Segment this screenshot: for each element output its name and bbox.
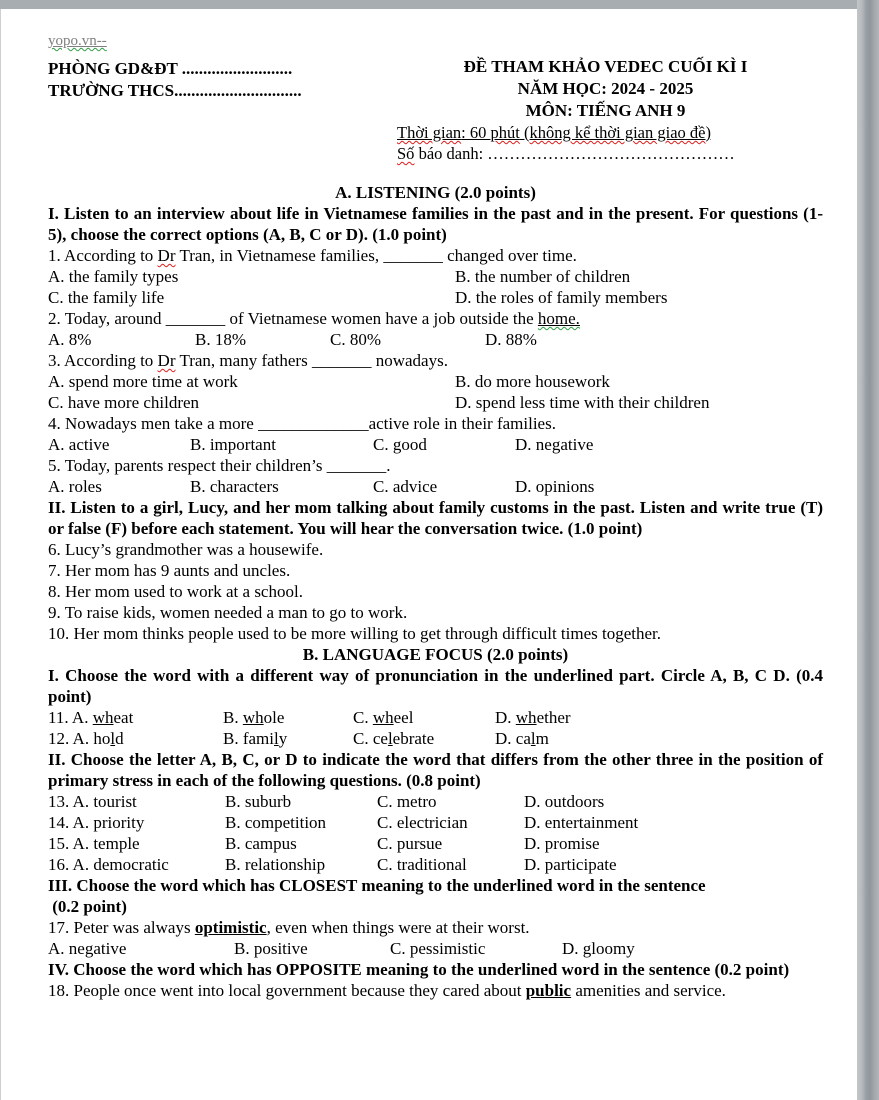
options-row [48,812,823,833]
text-run: 14. A. priority [48,813,145,832]
text-run: D. participate [524,855,617,874]
text-run: 15. A. temple [48,834,140,853]
text-run: D. entertainment [524,813,639,832]
text-run: 3. According to [48,351,158,370]
question-line [48,413,823,434]
text-run: B. suburb [225,792,292,811]
option-cell [377,812,524,833]
text-run: 7. Her mom has 9 aunts and uncles. [48,561,291,580]
option-cell [353,707,495,728]
text-run: D. negative [515,435,594,454]
option-cell [225,791,377,812]
text-run: 1. According to [48,246,158,265]
option-cell [377,833,524,854]
text-run: B. competition [225,813,327,832]
question-line [48,539,823,560]
text-run: A. the family types [48,267,179,286]
text-run: 18. People once went into local government because they cared about [48,981,526,1000]
text-run: eat [113,708,134,727]
options-row [48,833,823,854]
option-cell [373,476,515,497]
text-run: l [274,729,279,748]
options-row [48,371,823,392]
option-cell [48,476,190,497]
option-cell [485,329,823,350]
time-limit-line [388,122,823,143]
option-cell [225,833,377,854]
text-run: C. metro [377,792,437,811]
text-run: ) [705,123,711,142]
text-run: Dr [157,351,176,370]
options-row [48,287,823,308]
text-run: C. pessimistic [390,939,486,958]
watermark-link[interactable] [48,33,107,50]
instruction-paragraph: II. Choose the letter A, B, C, or D to indicate the word that differs from the other three in the position of primary stress in each of the following questions. (0.8 point) [48,750,823,790]
option-cell [48,287,455,308]
option-cell [330,329,485,350]
text-run: B. campus [225,834,297,853]
text-run: m [535,729,549,748]
text-run: wh [92,708,114,727]
option-cell [353,728,495,749]
options-row [48,938,823,959]
school-line: TRƯỜNG THCS.............................. [48,81,302,100]
question-line [48,350,823,371]
text-run: A. roles [48,477,102,496]
option-cell [377,854,524,875]
text-run: D. ca [495,729,531,748]
text-run: y [278,729,288,748]
option-cell [455,287,823,308]
option-cell [390,938,562,959]
text-run: Số [397,144,415,163]
option-cell [190,476,373,497]
option-cell [377,791,524,812]
option-cell [48,728,223,749]
text-run: không kể thời gian giao đề [529,123,706,142]
text-run [538,309,580,328]
text-run: 10. Her mom thinks people used to be more willing to get through difficult times together. [48,624,662,643]
watermark-text: yopo.vn-- [48,33,107,49]
text-run: D. 88% [485,330,537,349]
option-cell [48,434,190,455]
text-run: B. characters [190,477,279,496]
text-run: 11. A. [48,708,93,727]
instruction-paragraph: I. Choose the word with a different way of pronunciation in the underlined part. Circle A, B, C D. (0.4 point) [48,666,823,706]
page-left-edge [0,9,1,1100]
option-cell [524,812,823,833]
option-cell [225,854,377,875]
text-run: D. promise [524,834,600,853]
text-run: optimistic [194,918,267,937]
text-run: A. negative [48,939,127,958]
text-run: B. 18% [195,330,246,349]
text-run: amenities and service. [571,981,726,1000]
question-line [48,245,823,266]
text-run: C. ce [353,729,388,748]
text-run: 2. Today, around _______ of Vietnamese women have a job outside the [48,309,538,328]
text-run: D. outdoors [524,792,605,811]
question-line [48,581,823,602]
option-cell [515,434,823,455]
text-run: 4. Nowadays men take a more _____________active role in their families. [48,414,556,433]
option-cell [495,728,823,749]
option-cell [48,392,455,413]
text-run: 13. A. tourist [48,792,137,811]
text-run: wh [372,708,394,727]
question-line [48,308,823,329]
text-run: D. opinions [515,477,595,496]
option-cell [48,707,223,728]
text-run: Dr [157,246,176,265]
text-run: báo danh: ……………………………………… [414,144,735,163]
option-cell [48,833,225,854]
instruction-line: (0.2 point) [48,897,127,916]
section-heading: A. LISTENING (2.0 points) [335,183,536,202]
option-cell [495,707,823,728]
question-line [48,623,823,644]
options-row [48,791,823,812]
option-cell [48,854,225,875]
options-row [48,266,823,287]
spellcheck-squiggle: home. [537,309,580,328]
text-run: 6. Lucy’s grandmother was a housewife. [48,540,324,559]
exam-body [48,182,823,1001]
text-run: B. the number of children [455,267,631,286]
options-row [48,434,823,455]
option-cell [455,392,823,413]
text-run: Tran, in Vietnamese families, _______ changed over time. [175,246,577,265]
window-top-edge [0,0,879,9]
text-run: C. 80% [330,330,381,349]
options-row [48,728,823,749]
option-cell [190,434,373,455]
instruction-paragraph: II. Listen to a girl, Lucy, and her mom talking about family customs in the past. Listen and write true (T) or false (F) before each statement. You will hear the conversation twice. (1.0 point) [48,498,823,538]
text-run: ole [263,708,285,727]
text-run: B. [223,708,243,727]
instruction-line: III. Choose the word which has CLOSEST meaning to the underlined word in the sentence [48,876,706,895]
text-run: 17. Peter was always [48,918,195,937]
option-cell [524,854,823,875]
text-run: ether [536,708,571,727]
text-run: Tran, many fathers _______ nowadays. [175,351,448,370]
text-run: C. have more children [48,393,200,412]
question-line [48,980,823,1001]
text-run: D. spend less time with their children [455,393,710,412]
page-right-edge [857,0,879,1100]
text-run: B. fami [223,729,274,748]
header-left-block [48,58,302,102]
text-run: B. relationship [225,855,326,874]
text-run: B. positive [234,939,308,958]
text-run: A. active [48,435,110,454]
text-run: C. electrician [377,813,468,832]
option-cell [524,791,823,812]
text-run: 8. Her mom used to work at a school. [48,582,303,601]
text-run: C. [353,708,373,727]
text-run: D. [495,708,516,727]
options-row [48,329,823,350]
text-run: 12. A. ho [48,729,111,748]
text-run: C. traditional [377,855,467,874]
text-run: wh [242,708,264,727]
question-line [48,602,823,623]
option-cell [48,329,195,350]
option-cell [48,266,455,287]
text-run: Thời gian [397,123,462,142]
candidate-number-line [388,143,823,164]
text-run: l [387,729,393,748]
text-run: ebrate [392,729,435,748]
option-cell [562,938,823,959]
text-run: 5. Today, parents respect their children’s _______. [48,456,391,475]
options-row [48,392,823,413]
text-run: A. spend more time at work [48,372,238,391]
section-heading: B. LANGUAGE FOCUS (2.0 points) [302,645,569,664]
text-run: C. pursue [377,834,443,853]
subject: MÔN: TIẾNG ANH 9 [525,101,686,120]
text-run: A. 8% [48,330,92,349]
option-cell [455,266,823,287]
option-cell [373,434,515,455]
text-run: ( [519,123,530,142]
text-run: B. important [190,435,276,454]
option-cell [234,938,390,959]
text-run: eel [393,708,414,727]
option-cell [524,833,823,854]
text-run: C. advice [373,477,438,496]
text-run: 16. A. democratic [48,855,169,874]
header-right-block [388,56,823,164]
option-cell [515,476,823,497]
text-run: : 60 [461,123,491,142]
option-cell [223,728,353,749]
text-run: wh [515,708,537,727]
instruction-paragraph: I. Listen to an interview about life in Vietnamese families in the past and in the present. For questions (1-5), choose the correct options (A, B, C or D). (1.0 point) [48,204,823,244]
question-line [48,560,823,581]
option-cell [48,371,455,392]
department-line: PHÒNG GD&ĐT .......................... [48,59,293,78]
time-limit-text [397,123,711,142]
text-run: , even when things were at their worst. [266,918,530,937]
text-run: D. gloomy [562,939,635,958]
instruction-paragraph: IV. Choose the word which has OPPOSITE meaning to the underlined word in the sentence (0.2 point) [48,960,790,979]
question-line [48,917,823,938]
options-row [48,707,823,728]
options-row [48,476,823,497]
option-cell [225,812,377,833]
text-run: B. do more housework [455,372,610,391]
text-run: d [115,729,124,748]
option-cell [48,812,225,833]
option-cell [455,371,823,392]
option-cell [195,329,330,350]
text-run: l [110,729,116,748]
text-run: C. good [373,435,427,454]
text-run: l [530,729,536,748]
options-row [48,854,823,875]
text-run: phút [490,123,520,142]
question-line [48,455,823,476]
text-run: public [525,981,572,1000]
option-cell [223,707,353,728]
text-run: 9. To raise kids, women needed a man to go to work. [48,603,408,622]
exam-title: ĐỀ THAM KHẢO VEDEC CUỐI KÌ I [463,57,748,76]
option-cell [48,938,234,959]
text-run: D. the roles of family members [455,288,668,307]
option-cell [48,791,225,812]
text-run: C. the family life [48,288,165,307]
school-year: NĂM HỌC: 2024 - 2025 [517,79,694,98]
